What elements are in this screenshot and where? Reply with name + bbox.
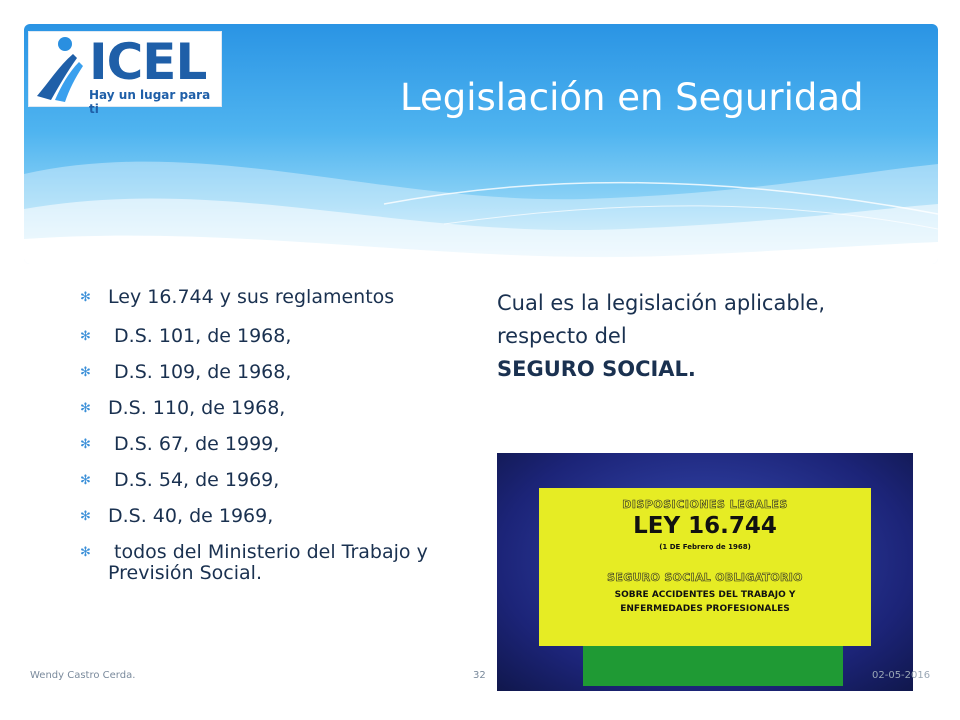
list-item: ✻ D.S. 54, de 1969,	[80, 469, 280, 491]
asterisk-icon: ✻	[80, 545, 91, 560]
image-line-3: (1 DE Febrero de 1968)	[659, 543, 751, 551]
asterisk-icon: ✻	[80, 473, 91, 488]
footer-author: Wendy Castro Cerda.	[30, 670, 136, 681]
law-screen-image	[497, 453, 913, 691]
bullet-list	[80, 287, 440, 599]
asterisk-icon: ✻	[80, 365, 91, 380]
question-emphasis: SEGURO SOCIAL.	[497, 357, 696, 381]
logo-tagline: Hay un lugar para ti	[89, 88, 211, 116]
asterisk-icon: ✻	[80, 401, 91, 416]
logo-wordmark: ICEL	[89, 33, 207, 91]
asterisk-icon: ✻	[80, 290, 91, 305]
question-text	[497, 287, 897, 386]
list-item: ✻ todos del Ministerio del Trabajo y Previsión Social.	[80, 541, 428, 584]
green-panel	[583, 646, 843, 686]
yellow-panel	[539, 488, 871, 646]
person-icon	[29, 32, 89, 106]
asterisk-icon: ✻	[80, 437, 91, 452]
list-item: ✻ D.S. 109, de 1968,	[80, 361, 292, 383]
footer-date: 02-05-2016	[872, 670, 931, 681]
image-line-2: LEY 16.744	[633, 513, 777, 539]
asterisk-icon: ✻	[80, 509, 91, 524]
list-item: ✻ D.S. 40, de 1969,	[80, 505, 274, 527]
list-item: ✻ D.S. 110, de 1968,	[80, 397, 286, 419]
slide-title: Legislación en Seguridad	[400, 76, 864, 119]
icel-logo	[28, 31, 222, 116]
list-item: ✻ D.S. 101, de 1968,	[80, 325, 292, 347]
image-line-4: SEGURO SOCIAL OBLIGATORIO	[607, 571, 803, 584]
asterisk-icon: ✻	[80, 329, 91, 344]
list-item: ✻ Ley 16.744 y sus reglamentos	[80, 286, 395, 308]
image-line-1: DISPOSICIONES LEGALES	[622, 498, 788, 511]
list-item: ✻ D.S. 67, de 1999,	[80, 433, 280, 455]
footer-page-number: 32	[473, 670, 486, 681]
image-line-5: SOBRE ACCIDENTES DEL TRABAJO Y	[614, 590, 796, 600]
image-line-6: ENFERMEDADES PROFESIONALES	[620, 604, 790, 614]
question-body: Cual es la legislación aplicable, respecto del	[497, 291, 826, 348]
